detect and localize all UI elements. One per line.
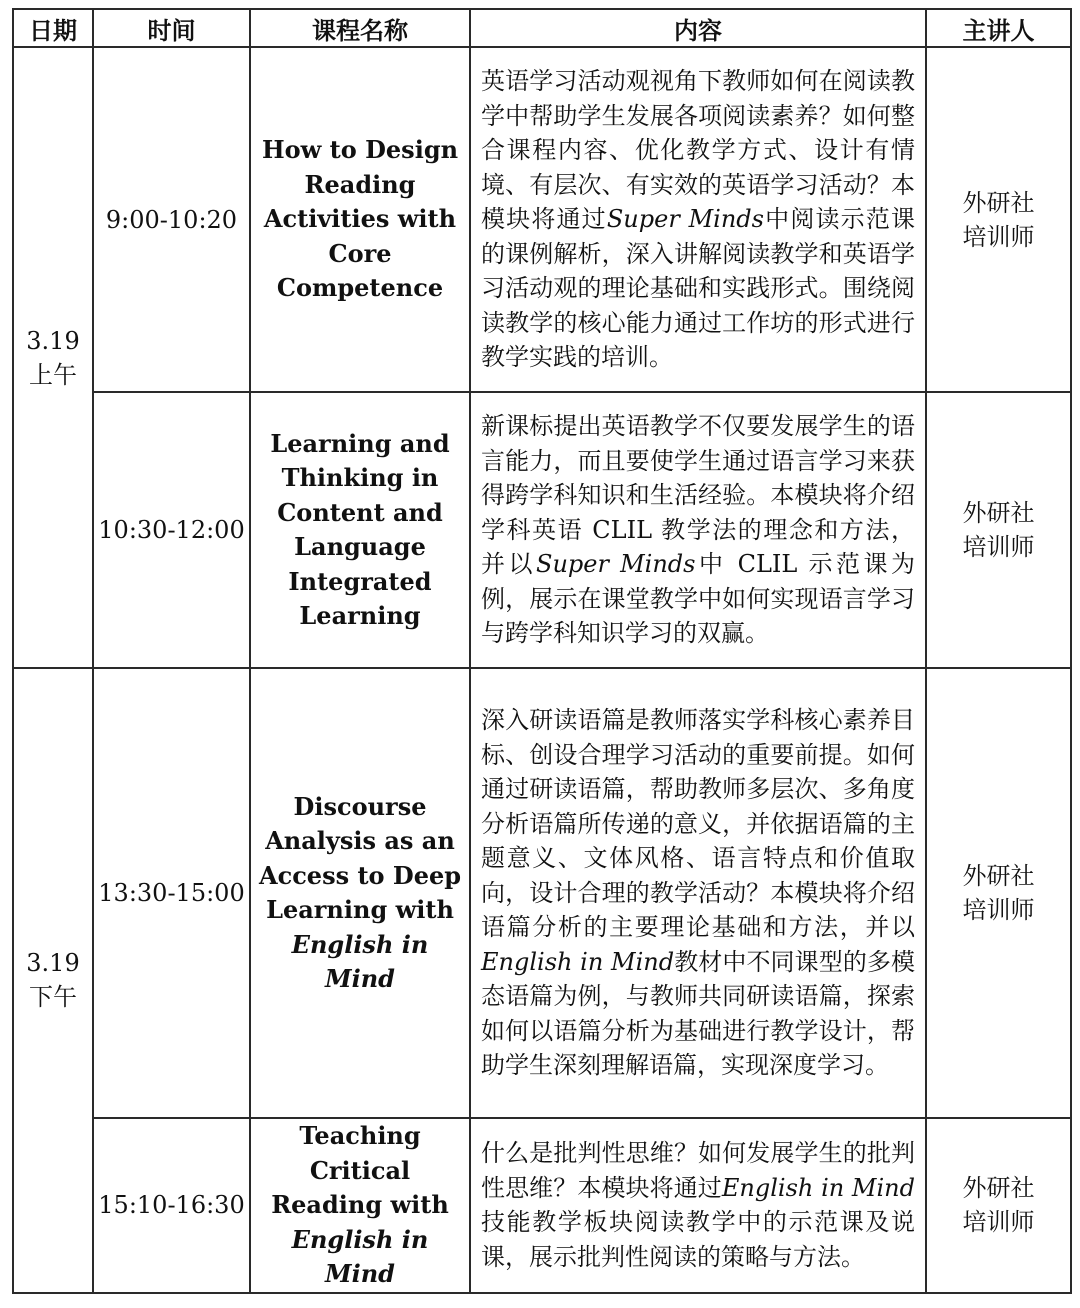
table-row [13,392,1071,668]
content-book-title: English in Mind [721,1173,915,1202]
header-course-name: 课程名称 [250,9,470,47]
time-cell: 9:00-10:20 [93,47,250,392]
course-title-book: English in Mind [291,929,429,993]
content-book-title: Super Minds [606,205,764,234]
content-text: 中 CLIL 示范课为例，展示在课堂教学中如何实现语言学习与跨学科知识学习的双赢。 [481,550,916,648]
speaker-role: 培训师 [962,533,1035,561]
content-text: 技能教学板块阅读教学中的示范课及说课，展示批判性阅读的策略与方法。 [481,1208,915,1271]
date-day: 3.19 [26,949,80,978]
header-content: 内容 [470,9,926,47]
speaker-org: 外研社 [962,1174,1035,1203]
header-row [13,9,1071,47]
date-cell-afternoon [13,668,93,1293]
content-text: 新课标提出英语教学不仅要发展学生的语言能力，而且要使学生通过语言学习来获得跨学科知识和生活经验。本模块将介绍学科英语 CLIL 教学法的理念和方法，并以 [481,412,915,579]
course-title-book: English in Mind [291,1224,429,1288]
content-book-title: Super Minds [536,550,696,579]
course-title: How to Design Reading Activities with Core Competence [250,47,470,392]
header-time: 时间 [93,9,250,47]
course-content [470,392,926,668]
course-title [250,668,470,1118]
time-cell: 13:30-15:00 [93,668,250,1118]
content-book-title: English in Mind [481,947,675,976]
header-date: 日期 [13,9,93,47]
content-text: 深入研读语篇是教师落实学科核心素养目标、创设合理学习活动的重要前提。如何通过研读语篇，帮助教师多层次、多角度分析语篇所传递的意义，并依据语篇的主题意义、文体风格、语言特点和价值取向，设计合理的教学活动？本模块将介绍语篇分析的主要理论基础和方法，并以 [481,706,915,942]
course-content [470,1118,926,1293]
speaker-org: 外研社 [962,862,1035,890]
speaker-cell [926,1118,1071,1293]
speaker-cell [926,668,1071,1118]
content-text: 中阅读示范课的课例解析，深入讲解阅读教学和英语学习活动观的理论基础和实践形式。围绕阅读教学的核心能力通过工作坊的形式进行教学实践的培训。 [481,205,916,372]
speaker-cell [926,392,1071,668]
table-row [13,47,1071,392]
course-title-text: Discourse Analysis as an Access to Deep Learning with [258,791,462,924]
course-content [470,668,926,1118]
content-text: 什么是批判性思维？如何发展学生的批判性思维？本模块将通过 [481,1139,915,1202]
date-part: 下午 [29,983,77,1012]
speaker-org: 外研社 [962,188,1035,217]
speaker-role: 培训师 [962,222,1035,251]
table-row [13,668,1071,1118]
course-title [250,1118,470,1293]
table-row [13,1118,1071,1293]
speaker-role: 培训师 [962,1208,1035,1237]
speaker-cell [926,47,1071,392]
date-day: 3.19 [26,326,80,355]
course-content [470,47,926,392]
content-text: 英语学习活动观视角下教师如何在阅读教学中帮助学生发展各项阅读素养？如何整合课程内容、优化教学方式、设计有情境、有层次、有实效的英语学习活动？本模块将通过 [481,67,915,234]
schedule-table [12,8,1072,1294]
speaker-role: 培训师 [962,896,1035,924]
date-part: 上午 [29,360,77,389]
time-cell: 10:30-12:00 [93,392,250,668]
course-title: Learning and Thinking in Content and Language Integrated Learning [250,392,470,668]
speaker-org: 外研社 [962,499,1035,527]
content-text: 教材中不同课型的多模态语篇为例，与教师共同研读语篇，探索如何以语篇分析为基础进行教学设计，帮助学生深刻理解语篇，实现深度学习。 [481,947,915,1080]
time-cell: 15:10-16:30 [93,1118,250,1293]
header-speaker: 主讲人 [926,9,1071,47]
course-title-text: Teaching Critical Reading with [271,1121,449,1219]
date-cell-morning [13,47,93,668]
